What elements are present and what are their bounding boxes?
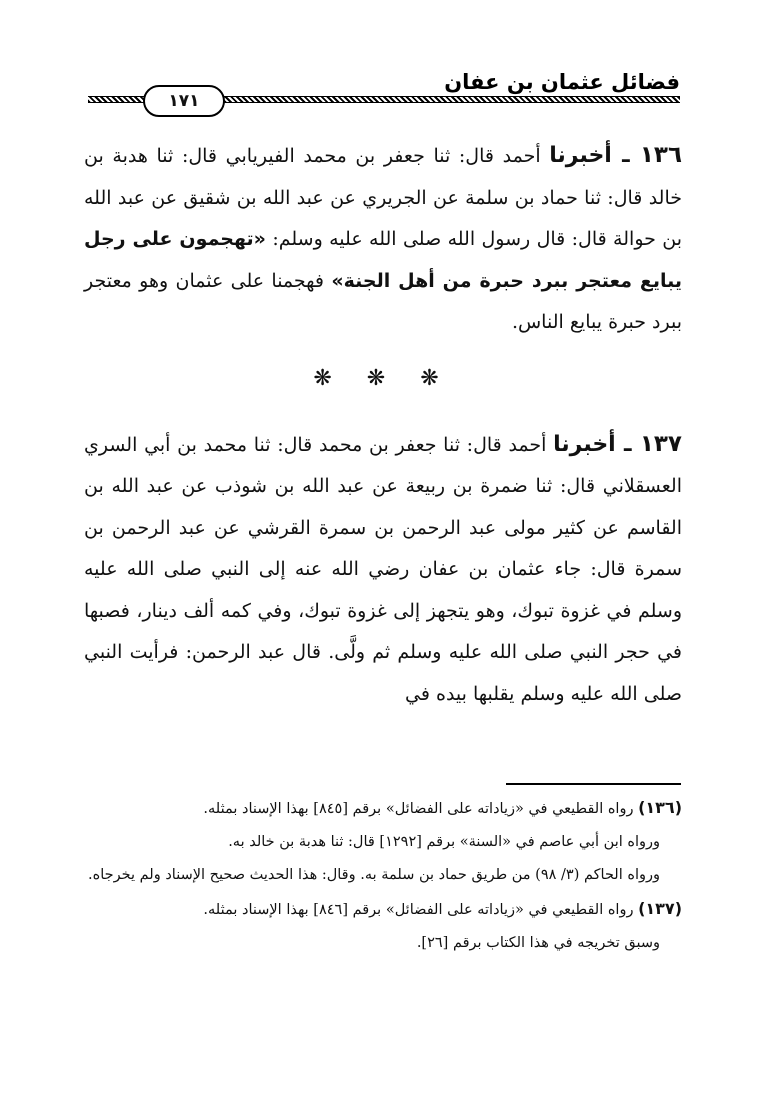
entry-number: ١٣٧ [639,430,682,457]
footnote-text: رواه القطيعي في «زياداته على الفضائل» برقم [٨٤٦] بهذا الإسناد بمثله. [203,902,639,918]
entry-lead-word: أخبرنا [549,143,612,168]
footnote-136 [84,795,682,822]
entry-number: ١٣٦ [639,142,683,168]
book-title: فضائل عثمان بن عفان [444,70,680,94]
running-header [88,60,680,120]
isnad-text: أحمد قال: ثنا جعفر بن محمد الفيريابي قال: ثنا هدبة بن خالد قال: ثنا حماد بن سلمة عن الجريري عن عبد الله بن شقيق عن عبد الله بن حوالة قال: قال رسول الله صلى الله عليه وسلم: [84,145,682,250]
hadith-text: «تهجمون على رجل يبايع معتجر ببرد حبرة من أهل الجنة» [84,228,682,292]
footnote-number: (١٣٦) [638,798,682,817]
entry-dash: ـ [611,143,640,168]
footnotes [84,795,682,964]
entry-136 [84,135,682,344]
entry-137 [84,424,682,716]
isnad-text: أحمد قال: ثنا جعفر بن محمد قال: ثنا محمد بن أبي السري العسقلاني قال: ثنا ضمرة بن ربيعة عن عبد الله بن شوذب عن عبد الله بن القاسم عن كثير مولى عبد الرحمن بن سمرة القرشي عن عبد الرحمن بن سمرة قال: جاء عثمان بن عفان رضي الله عنه إلى النبي صلى الله عليه وسلم في غزوة تبوك، وهو يتجهز إلى غزوة تبوك، وفي كمه ألف دينار، فصبها في حجر النبي صلى الله عليه وسلم ثم ولَّى. قال عبد الرحمن: فرأيت النبي صلى الله عليه وسلم يقلبها بيده في [84,433,682,705]
footnote-137 [84,896,682,923]
footnote-136-b: ورواه ابن أبي عاصم في «السنة» برقم [١٢٩٢] قال: ثنا هدبة بن خالد به. [228,834,660,850]
entry-lead-word: أخبرنا [553,431,616,457]
entry-dash: ـ [615,431,640,457]
section-separator: ❋ ❋ ❋ [313,365,453,391]
page-number: ١٧١ [143,85,225,117]
footnote-136-c: ورواه الحاكم (٣/ ٩٨) من طريق حماد بن سلمة به. وقال: هذا الحديث صحيح الإسناد ولم يخرجاه. [88,867,660,883]
footnote-137-b: وسبق تخريجه في هذا الكتاب برقم [٢٦]. [416,935,660,951]
footnote-text: رواه القطيعي في «زياداته على الفضائل» برقم [٨٤٥] بهذا الإسناد بمثله. [203,801,639,817]
footnote-number: (١٣٧) [638,899,682,918]
narration-text: فهجمنا على عثمان وهو معتجر ببرد حبرة يبايع الناس. [84,269,682,333]
main-text [84,135,682,715]
footnote-divider [506,783,681,785]
